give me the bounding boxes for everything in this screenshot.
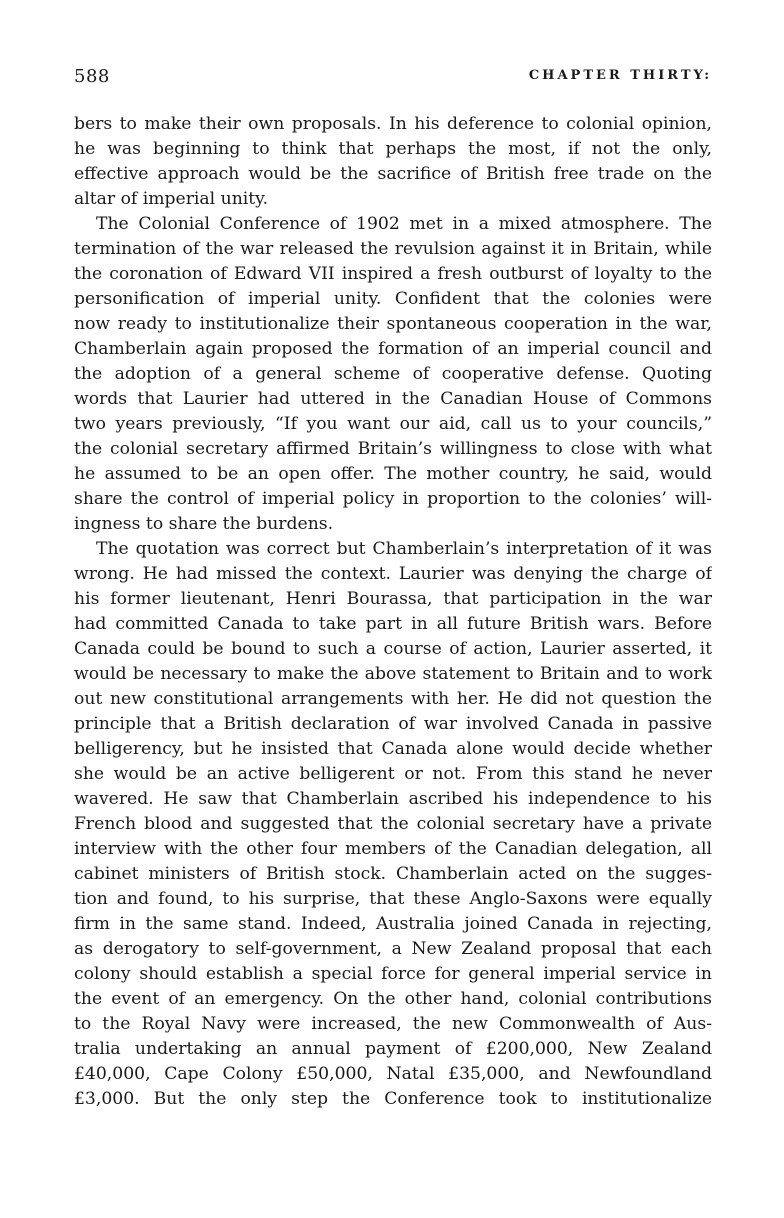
- text-line: two years previously, “If you want our aid, call us to your councils,”: [74, 414, 712, 434]
- text-line: to the Royal Navy were increased, the new Commonwealth of Aus-: [74, 1014, 712, 1034]
- text-line: wavered. He saw that Chamberlain ascribed his independence to his: [74, 789, 712, 809]
- page-number: 588: [74, 66, 110, 87]
- text-line: as derogatory to self-government, a New Zealand proposal that each: [74, 939, 712, 959]
- text-line: the coronation of Edward VII inspired a fresh outburst of loyalty to the: [74, 264, 712, 284]
- text-line: French blood and suggested that the colonial secretary have a private: [74, 814, 712, 834]
- text-line: tion and found, to his surprise, that these Anglo-Saxons were equally: [74, 889, 712, 909]
- text-line: cabinet ministers of British stock. Chamberlain acted on the sugges-: [74, 864, 712, 884]
- text-line: the colonial secretary affirmed Britain’s willingness to close with what: [74, 439, 712, 459]
- text-line: wrong. He had missed the context. Laurier was denying the charge of: [74, 564, 712, 584]
- text-line: words that Laurier had uttered in the Canadian House of Commons: [74, 389, 712, 409]
- running-head: [74, 66, 712, 88]
- text-line: share the control of imperial policy in proportion to the colonies’ will-: [74, 489, 712, 509]
- text-line: interview with the other four members of the Canadian delegation, all: [74, 839, 712, 859]
- text-line: Chamberlain again proposed the formation of an imperial council and: [74, 339, 712, 359]
- text-line: £40,000, Cape Colony £50,000, Natal £35,000, and Newfoundland: [74, 1064, 712, 1084]
- text-line: the event of an emergency. On the other hand, colonial contributions: [74, 989, 712, 1009]
- text-line: Canada could be bound to such a course of action, Laurier asserted, it: [74, 639, 712, 659]
- text-line: his former lieutenant, Henri Bourassa, that participation in the war: [74, 589, 712, 609]
- text-line: altar of imperial unity.: [74, 189, 269, 209]
- text-line: belligerency, but he insisted that Canada alone would decide whether: [74, 739, 712, 759]
- text-line: personification of imperial unity. Confident that the colonies were: [74, 289, 712, 309]
- text-line: the adoption of a general scheme of cooperative defense. Quoting: [74, 364, 712, 384]
- text-line: tralia undertaking an annual payment of £200,000, New Zealand: [74, 1039, 712, 1059]
- chapter-label: CHAPTER THIRTY:: [528, 68, 712, 83]
- text-line: termination of the war released the revulsion against it in Britain, while: [74, 239, 712, 259]
- text-line: she would be an active belligerent or not. From this stand he never: [74, 764, 712, 784]
- text-line: The Colonial Conference of 1902 met in a mixed atmosphere. The: [96, 214, 712, 234]
- body-text: [74, 112, 712, 1112]
- text-line: bers to make their own proposals. In his deference to colonial opinion,: [74, 114, 712, 134]
- text-line: effective approach would be the sacrifice of British free trade on the: [74, 164, 712, 184]
- text-line: £3,000. But the only step the Conference took to institutionalize: [74, 1089, 712, 1109]
- text-line: out new constitutional arrangements with her. He did not question the: [74, 689, 712, 709]
- text-line: The quotation was correct but Chamberlain’s interpretation of it was: [96, 539, 712, 559]
- text-line: would be necessary to make the above statement to Britain and to work: [74, 664, 712, 684]
- text-line: ingness to share the burdens.: [74, 514, 334, 534]
- text-line: he was beginning to think that perhaps the most, if not the only,: [74, 139, 712, 159]
- text-line: he assumed to be an open offer. The mother country, he said, would: [74, 464, 712, 484]
- text-line: firm in the same stand. Indeed, Australia joined Canada in rejecting,: [74, 914, 712, 934]
- text-line: now ready to institutionalize their spontaneous cooperation in the war,: [74, 314, 712, 334]
- text-line: had committed Canada to take part in all future British wars. Before: [74, 614, 712, 634]
- text-line: colony should establish a special force for general imperial service in: [74, 964, 712, 984]
- text-line: principle that a British declaration of war involved Canada in passive: [74, 714, 712, 734]
